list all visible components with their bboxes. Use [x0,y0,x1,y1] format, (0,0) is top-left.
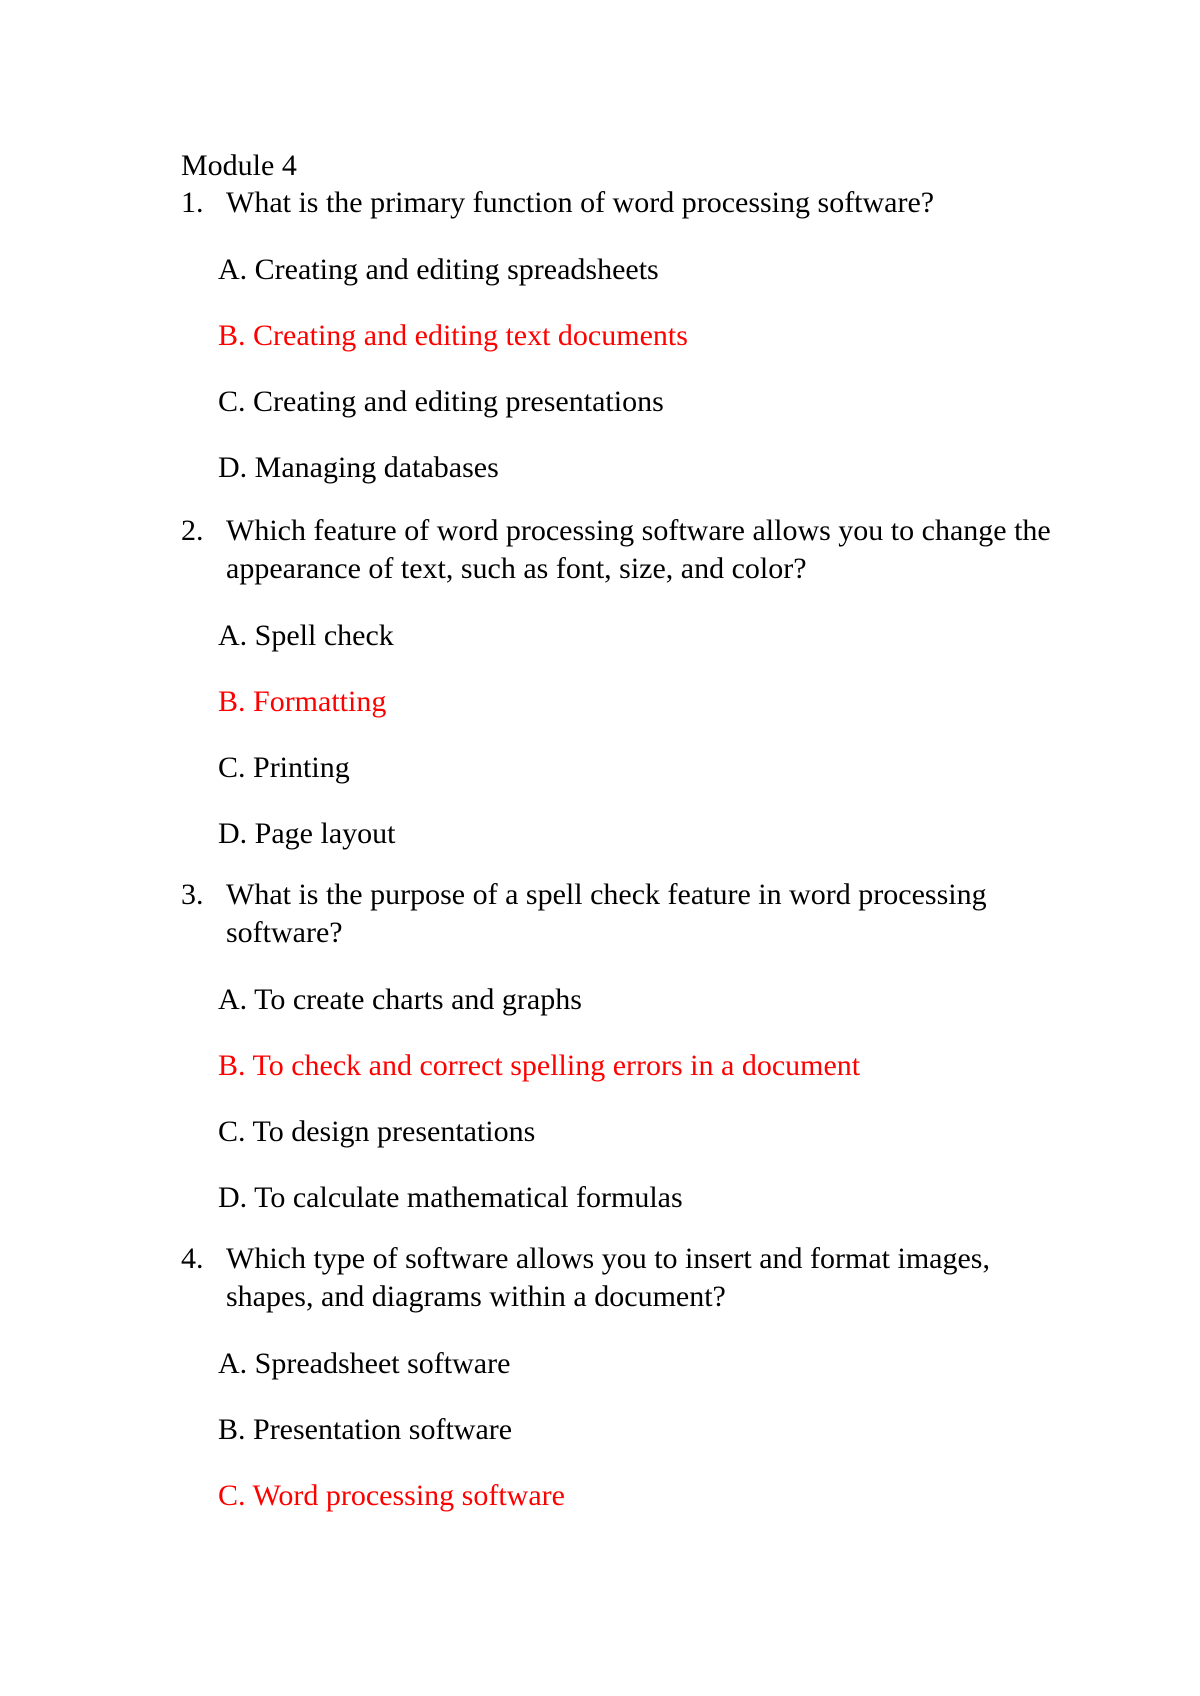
question-4 [181,1240,1081,1514]
option-c: C. Creating and editing presentations [218,385,664,418]
question-number: 4. [181,1242,204,1275]
options-list [218,982,1081,1216]
option-c: C. To design presentations [218,1115,536,1148]
options-list [218,1346,1081,1514]
question-number: 2. [181,514,204,547]
option-c: C. Printing [218,751,350,784]
option-d: D. Page layout [218,817,396,850]
option-c-correct: C. Word processing software [218,1479,565,1512]
question-text: Which type of software allows you to insert and format images, shapes, and diagrams within a document? [226,1242,990,1313]
options-list [218,618,1081,852]
option-a: A. To create charts and graphs [218,983,582,1016]
question-line [181,1240,1081,1316]
options-list [218,252,1081,486]
question-line [181,876,1081,952]
option-d: D. To calculate mathematical formulas [218,1181,683,1214]
question-text: What is the purpose of a spell check feature in word processing software? [226,878,987,949]
module-title: Module 4 [181,149,297,182]
option-b-correct: B. To check and correct spelling errors in a document [218,1049,861,1082]
option-b-correct: B. Creating and editing text documents [218,319,688,352]
question-line [181,512,1081,588]
question-number: 1. [181,186,204,219]
question-3 [181,876,1081,1216]
option-b: B. Presentation software [218,1413,513,1446]
question-text: Which feature of word processing software allows you to change the appearance of text, such as font, size, and color? [226,514,1051,585]
question-line [181,184,1081,222]
question-1 [181,184,1081,486]
question-number: 3. [181,878,204,911]
option-a: A. Creating and editing spreadsheets [218,253,659,286]
question-text: What is the primary function of word processing software? [226,186,935,219]
option-a: A. Spreadsheet software [218,1347,511,1380]
option-b-correct: B. Formatting [218,685,387,718]
option-a: A. Spell check [218,619,394,652]
question-2 [181,512,1081,852]
option-d: D. Managing databases [218,451,499,484]
